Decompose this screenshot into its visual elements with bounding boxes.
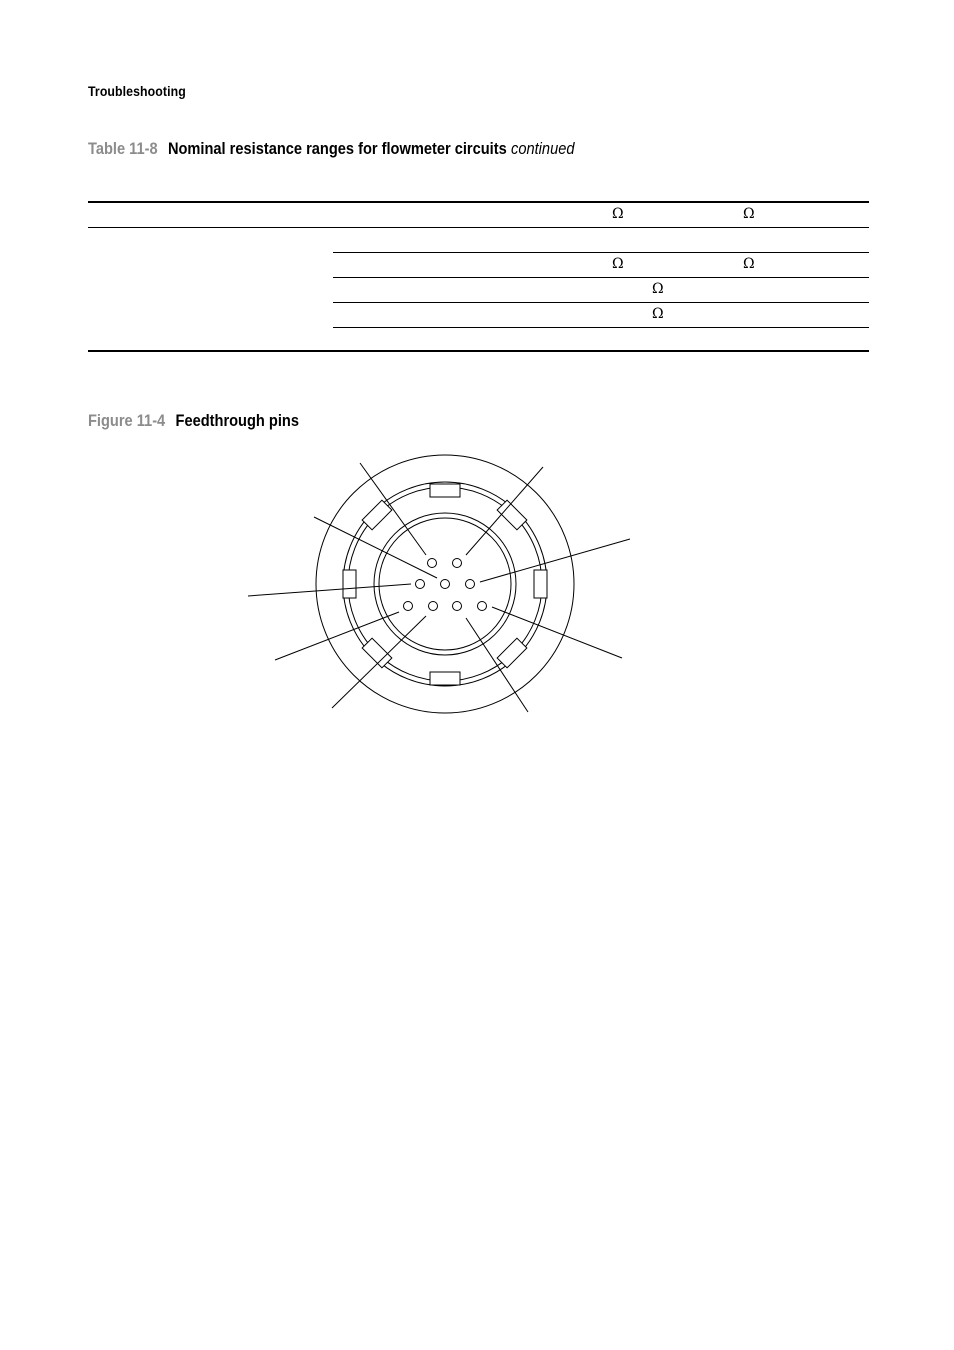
figure-title: Feedthrough pins bbox=[175, 411, 299, 430]
table-top-rule bbox=[88, 201, 869, 203]
leader-line bbox=[332, 616, 426, 708]
pin bbox=[453, 602, 462, 611]
pin bbox=[478, 602, 487, 611]
pin bbox=[441, 580, 450, 589]
pin bbox=[429, 602, 438, 611]
leader-line bbox=[466, 467, 543, 555]
pin bbox=[466, 580, 475, 589]
key-tab-left bbox=[343, 570, 356, 598]
table-row-divider-5 bbox=[333, 327, 869, 328]
table-title: Nominal resistance ranges for flowmeter circuits bbox=[167, 139, 507, 158]
key-tab-bottom bbox=[430, 672, 460, 685]
leader-line bbox=[360, 463, 426, 555]
figure-caption bbox=[88, 411, 299, 431]
table-row-divider-3 bbox=[333, 277, 869, 278]
table-number: Table 11-8 bbox=[88, 139, 158, 158]
row5-omega: Ω bbox=[652, 306, 664, 322]
row3-omega-b: Ω bbox=[743, 256, 755, 272]
key-tab-right bbox=[534, 570, 547, 598]
row1-omega-a: Ω bbox=[612, 206, 624, 222]
table-caption bbox=[88, 139, 574, 159]
pin bbox=[453, 559, 462, 568]
row1-omega-b: Ω bbox=[743, 206, 755, 222]
feedthrough-connector-diagram bbox=[240, 450, 640, 720]
key-tab-upper-left bbox=[362, 500, 392, 530]
leader-line bbox=[480, 539, 630, 582]
running-header: Troubleshooting bbox=[88, 83, 186, 99]
leader-line bbox=[248, 584, 411, 596]
pin bbox=[404, 602, 413, 611]
insert-inner-ring bbox=[379, 518, 511, 650]
pin bbox=[416, 580, 425, 589]
table-bottom-rule bbox=[88, 350, 869, 352]
table-row-divider-2 bbox=[333, 252, 869, 253]
figure-number: Figure 11-4 bbox=[88, 411, 166, 430]
pin bbox=[428, 559, 437, 568]
row4-omega: Ω bbox=[652, 281, 664, 297]
row3-omega-a: Ω bbox=[612, 256, 624, 272]
table-row-divider-4 bbox=[333, 302, 869, 303]
insert-outer-ring bbox=[374, 513, 516, 655]
key-tab-top bbox=[430, 484, 460, 497]
table-row-divider-1 bbox=[88, 227, 869, 228]
table-continued-label: continued bbox=[511, 139, 575, 158]
